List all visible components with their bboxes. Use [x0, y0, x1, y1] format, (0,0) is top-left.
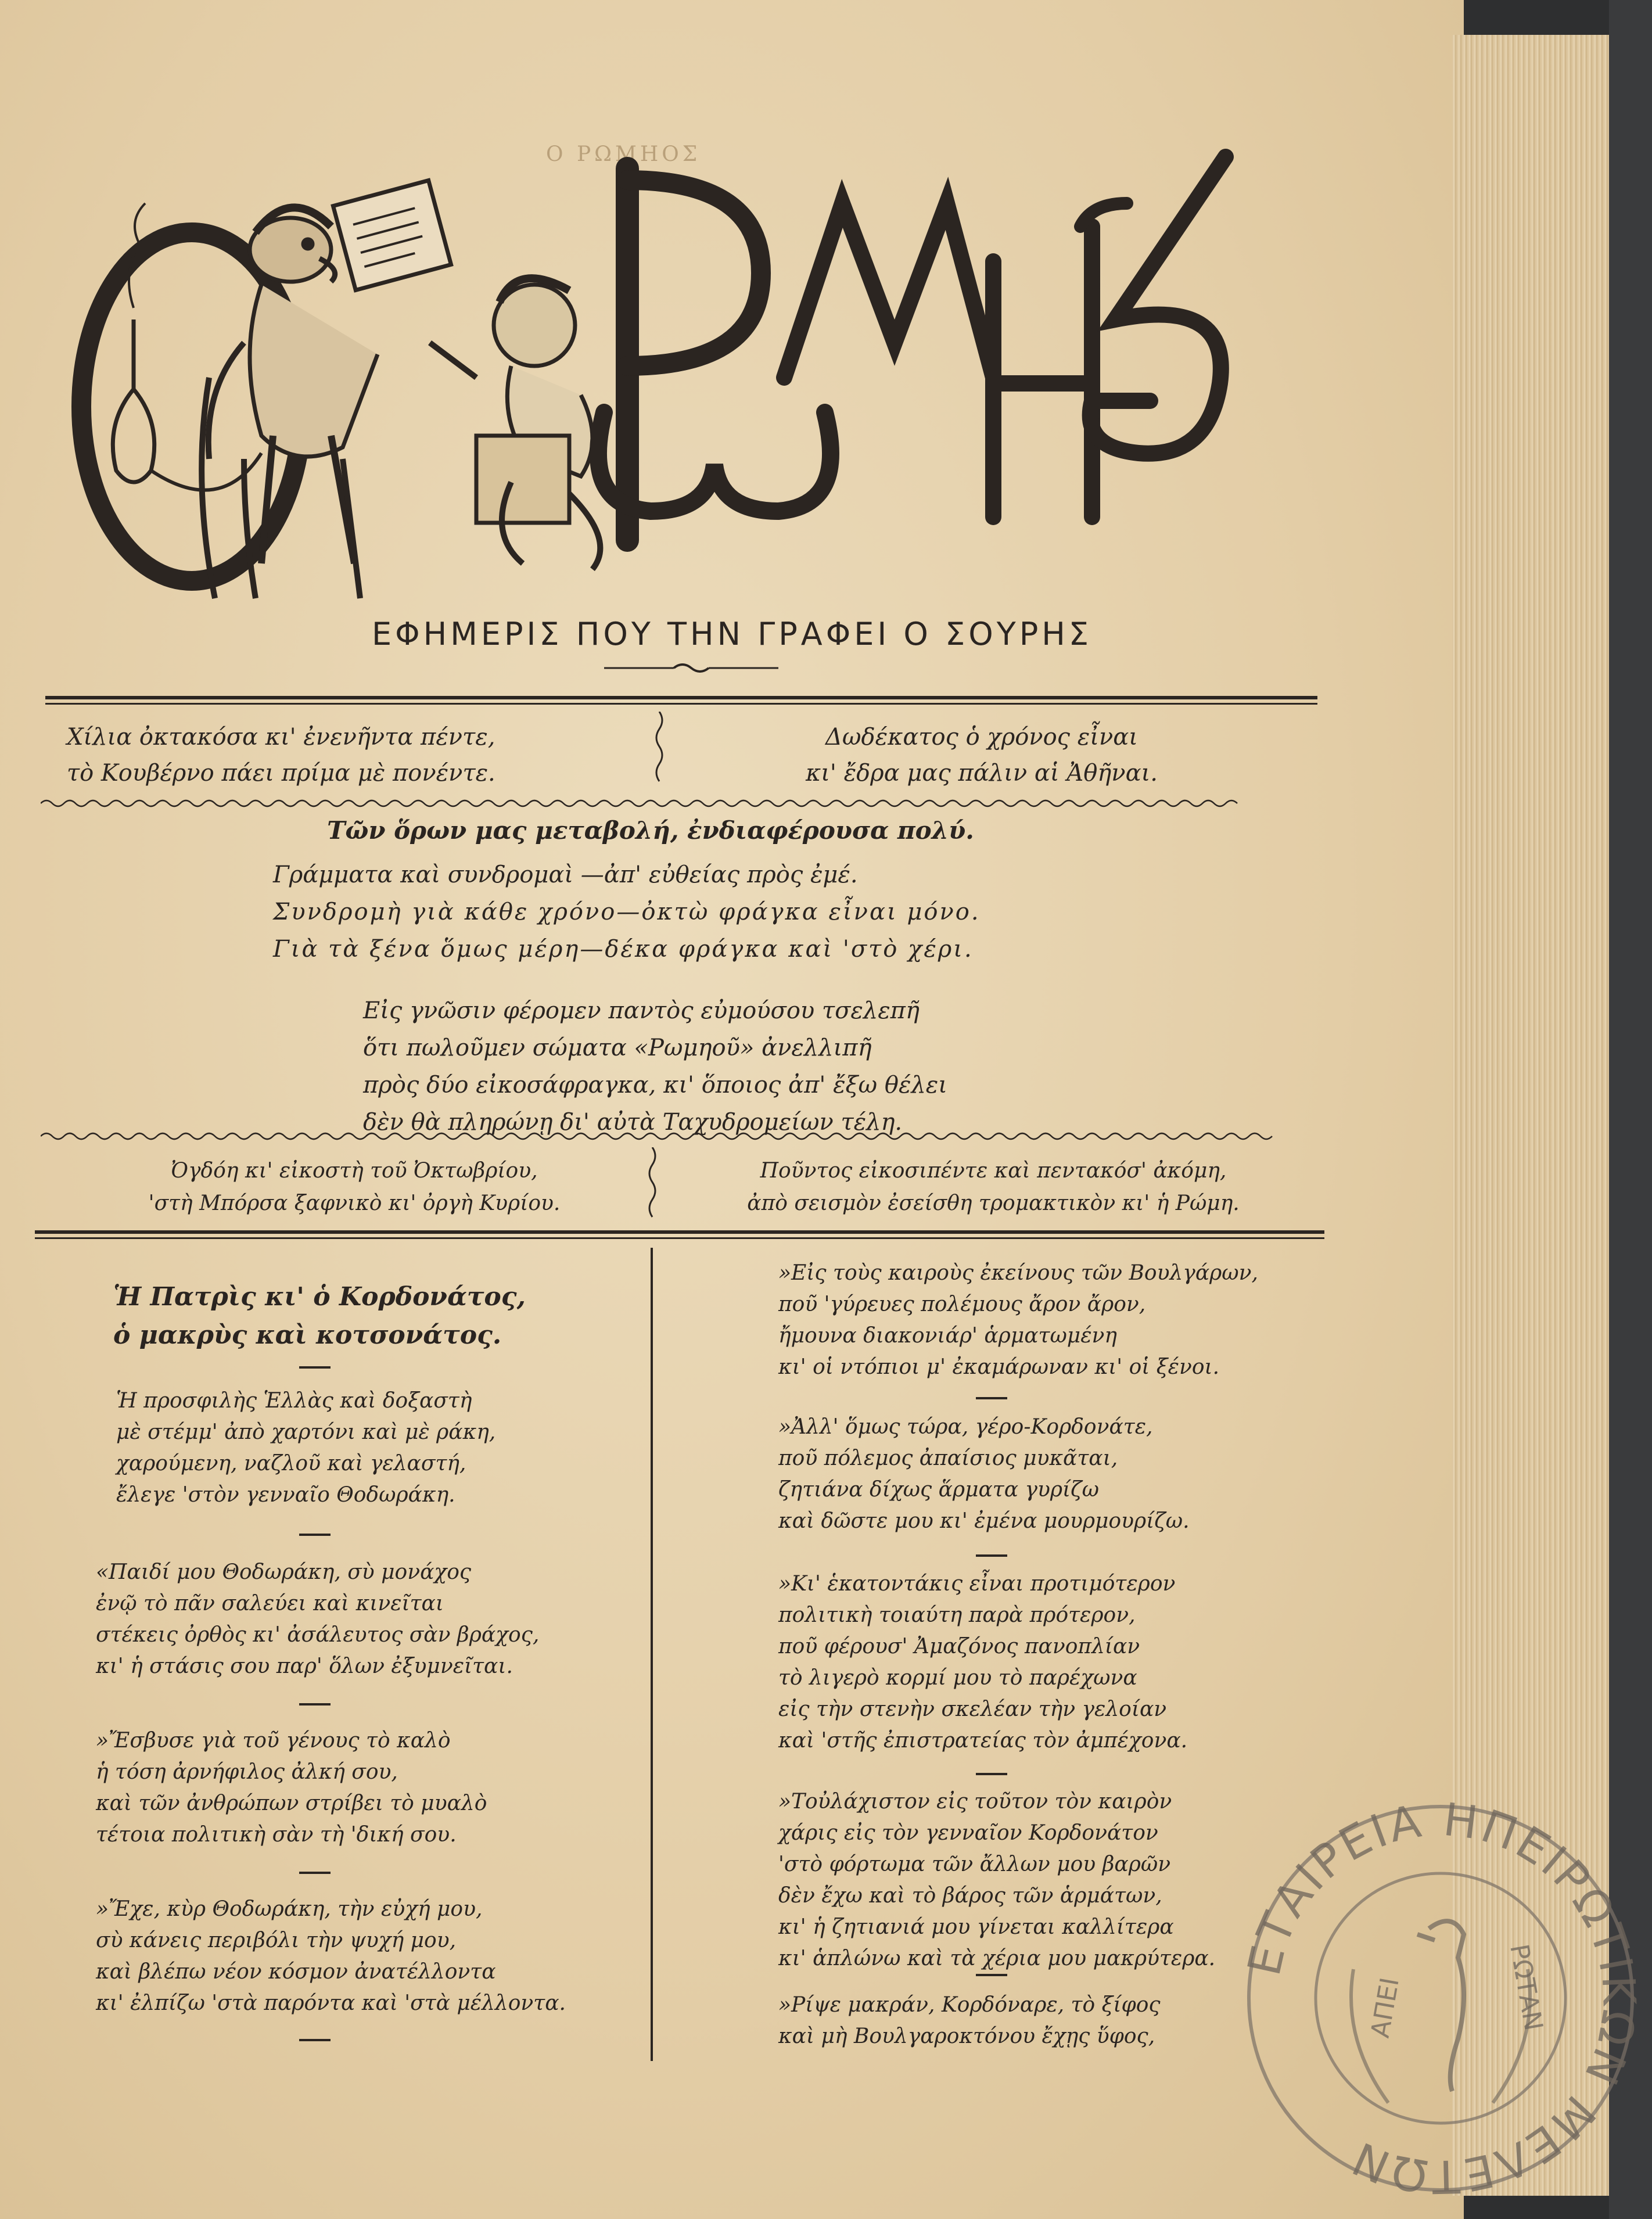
seal-eagle-drawing: [1417, 1921, 1464, 2091]
right-stanza-4: »Τοὐλάχιστον εἰς τοῦτον τὸν καιρὸν χάρις εἰς τὸν γενναῖον Κορδονάτον 'στὸ φόρτωμα τῶν ἄλλων μου βαρῶν δὲν ἔχω καὶ τὸ βάρος τῶν ἁρμάτων, κι' ἡ ζητιανιά μου γίνεται καλλίτερα κι' ἁπλώνω καὶ τὰ χέρια μου μακρύτερα.: [778, 1790, 1216, 1970]
masthead: [70, 134, 1313, 610]
title-letterforms: [598, 157, 1226, 540]
seal-left-text: ΑΠΕΙ: [1365, 1975, 1405, 2040]
seal-right-text: ΡΩΤΑΝ: [1504, 1942, 1549, 2033]
right-stanza-1: »Εἰς τοὺς καιροὺς ἐκείνους τῶν Βουλγάρων, ποῦ 'γύρευες πολέμους ἄρον ἄρον, ἤμουνα διακονιάρ' ἁρματωμένη κι' οἱ ντόπιοι μ' ἐκαμάρωναν κι' οἱ ξένοι.: [778, 1261, 1258, 1379]
stanza-dash: [299, 1703, 331, 1705]
column-rule: [651, 1248, 653, 2061]
stanza-dash: [299, 1366, 331, 1369]
svg-text:ΕΤΑΙΡΕΙΑ ΗΠΕΙΡΩΤΙΚΩΝ ΜΕΛΕΤΩΝ: [1238, 1795, 1644, 2202]
stanza-dash: [976, 1554, 1007, 1557]
left-stanza-1: Ἡ προσφιλὴς Ἑλλὰς καὶ δοξαστὴ μὲ στέμμ' ἀπὸ χαρτόνι καὶ μὲ ράκη, χαρούμενη, ναζλοῦ καὶ γελαστή, ἔλεγε 'στὸν γενναῖο Θοδωράκη.: [116, 1389, 496, 1507]
masthead-subtitle: ΕΦΗΜΕΡΙΣ ΠΟΥ ΤΗΝ ΓΡΑΦΕΙ Ο ΣΟΥΡΗΣ: [372, 616, 1092, 652]
stanza-dash: [299, 1534, 331, 1536]
year-couplet: Χίλια ὀκτακόσα κι' ἐνενῆντα πέντε, τὸ Κουβέρνο πάει πρίμα μὲ πονέντε.: [67, 724, 495, 787]
boy-figure: [430, 278, 600, 569]
library-seal: [1237, 1795, 1644, 2202]
wavy-separator-2: [41, 1130, 1313, 1143]
column-divider-wavy: [651, 712, 668, 790]
wavy-separator-1: [41, 797, 1313, 810]
left-stanza-4: »Ἔχε, κὺρ Θοδωράκη, τὴν εὐχή μου, σὺ κάνεις περιβόλι τὴν ψυχή μου, καὶ βλέπω νέον κόσμον ἀνατέλλοντα κι' ἐλπίζω 'στὰ παρόντα καὶ 'στὰ μέλλοντα.: [96, 1897, 566, 2015]
right-stanza-2: »Ἀλλ' ὅμως τώρα, γέρο-Κορδονάτε, ποῦ πόλεμος ἀπαίσιος μυκᾶται, ζητιάνα δίχως ἅρματα γυρίζω καὶ δῶστε μου κι' ἐμένα μουρμουρίζω.: [778, 1415, 1190, 1533]
terms-list: Γράμματα καὶ συνδρομαὶ —ἀπ' εὐθείας πρὸς ἐμέ. Συνδρομὴ γιὰ κάθε χρόνο—ὀκτὼ φράγκα εἶναι μόνο. Γιὰ τὰ ξένα ὅμως μέρη—δέκα φράγκα καὶ 'στὸ χέρι.: [273, 861, 981, 963]
stanza-dash: [299, 1872, 331, 1874]
location-couplet: Δωδέκατος ὁ χρόνος εἶναι κι' ἔδρα μας πάλιν αἱ Ἀθῆναι.: [806, 724, 1158, 787]
notice-stanza: Εἰς γνῶσιν φέρομεν παντὸς εὐμούσου τσελεπῆ ὅτι πωλοῦμεν σώματα «Ρωμηοῦ» ἀνελλιπῆ πρὸς δύο εἰκοσάφραγκα, κι' ὅποιος ἀπ' ἔξω θέλει δὲν θὰ πληρώνῃ δι' αὐτὰ Ταχυδρομείων τέλη.: [363, 997, 947, 1136]
left-stanza-3: »Ἔσβυσε γιὰ τοῦ γένους τὸ καλὸ ἡ τόση ἀρνήφιλος ἀλκή σου, καὶ τῶν ἀνθρώπων στρίβει τὸ μυαλὸ τέτοια πολιτικὴ σὰν τὴ 'δική σου.: [96, 1729, 487, 1847]
stanza-dash: [976, 1773, 1007, 1775]
left-stanza-2: «Παιδί μου Θοδωράκη, σὺ μονάχος ἐνῷ τὸ πᾶν σαλεύει καὶ κινεῖται στέκεις ὀρθὸς κι' ἀσάλευτος σὰν βράχος, κι' ἡ στάσις σου παρ' ὅλων ἐξυμνεῖται.: [96, 1560, 540, 1678]
right-stanza-3: »Κι' ἑκατοντάκις εἶναι προτιμότερον πολιτικὴ τοιαύτη παρὰ πρότερον, ποῦ φέρουσ' Ἀμαζόνος πανοπλίαν τὸ λιγερὸ κορμί μου τὸ παρέχωνα εἰς τὴν στενὴν σκελέαν τὴν γελοίαν καὶ 'στῆς ἐπιστρατείας τὸν ἀμπέχονα.: [778, 1572, 1188, 1753]
seal-stamp: [1237, 1795, 1644, 2202]
section-rule: [35, 1230, 1324, 1234]
top-rule: [45, 696, 1317, 699]
stanza-dash: [299, 2039, 331, 2041]
terms-heading: Τῶν ὅρων μας μεταβολή, ἐνδιαφέρουσα πολύ.: [327, 816, 974, 845]
column-divider-wavy-2: [644, 1147, 661, 1220]
section-rule-thin: [35, 1237, 1324, 1239]
stanza-dash: [976, 1397, 1007, 1399]
masthead-illustration: [70, 134, 1313, 610]
date-couplet: Ὀγδόη κι' εἰκοστὴ τοῦ Ὀκτωβρίου, 'στὴ Μπόρσα ξαφνικὸ κι' ὀργὴ Κυρίου.: [148, 1159, 561, 1215]
stanza-dash: [976, 1974, 1007, 1976]
subtitle-ornament: [604, 659, 778, 677]
seal-ring-text: ΕΤΑΙΡΕΙΑ ΗΠΕΙΡΩΤΙΚΩΝ ΜΕΛΕΤΩΝ: [1238, 1795, 1644, 2202]
rome-couplet: Ποῦντος εἰκοσιπέντε καὶ πεντακόσ' ἀκόμη, ἀπὸ σεισμὸν ἐσείσθη τρομακτικὸν κι' ἡ Ρώμη.: [747, 1159, 1240, 1215]
top-rule-thin: [45, 703, 1317, 705]
bleed-through-text: Ο ΡΩΜΗΟΣ: [546, 142, 701, 166]
right-stanza-5: »Ρίψε μακράν, Κορδόναρε, τὸ ξίφος καὶ μὴ Βουλγαροκτόνου ἔχῃς ὕφος,: [778, 1993, 1161, 2048]
poem-title: Ἡ Πατρὶς κι' ὁ Κορδονάτος, ὁ μακρὺς καὶ κοτσονάτος.: [113, 1282, 526, 1350]
